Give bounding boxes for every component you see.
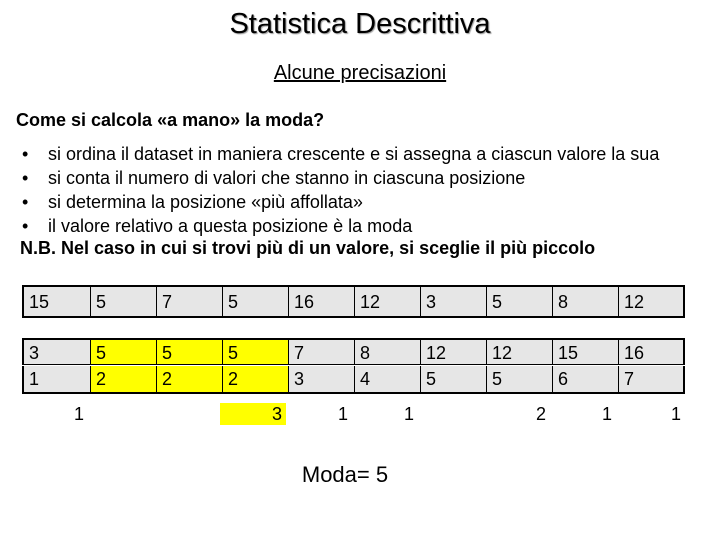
bullet-dot-icon: • [22, 192, 29, 212]
dataset-cell: 7 [156, 287, 222, 316]
mode-result: Moda= 5 [301, 462, 389, 487]
dataset-cell: 12 [354, 287, 420, 316]
position-count: 1 [337, 404, 348, 424]
position-count: 1 [73, 404, 84, 424]
sorted-cell: 12 [420, 340, 486, 364]
sorted-cell-highlighted: 5 [156, 340, 222, 364]
dataset-cell: 5 [222, 287, 288, 316]
dataset-cell: 5 [486, 287, 552, 316]
position-cell: 1 [29, 369, 40, 389]
bullet-text: si conta il numero di valori che stanno in ciascuna posizione [48, 168, 526, 188]
bullet-text: si determina la posizione «più affollata» [48, 192, 363, 212]
position-cell-highlighted: 2 [222, 366, 288, 392]
sorted-cell: 8 [354, 340, 420, 364]
sorted-cell: 12 [486, 340, 552, 364]
bullet-item [20, 166, 720, 190]
slide-subtitle: Alcune precisazioni [273, 62, 447, 84]
bullet-list [20, 142, 720, 238]
position-cell: 7 [618, 366, 685, 392]
position-count: 1 [670, 404, 681, 424]
sorted-cell: 7 [288, 340, 354, 364]
position-cell: 6 [552, 366, 618, 392]
position-cell-highlighted: 2 [156, 366, 222, 392]
sorted-cell: 3 [29, 343, 40, 363]
position-cell: 5 [486, 366, 552, 392]
sorted-row [22, 338, 685, 365]
position-cell: 5 [420, 366, 486, 392]
sorted-cell: 16 [618, 340, 685, 364]
note-text: N.B. Nel caso in cui si trovi più di un valore, si sceglie il più piccolo [20, 238, 596, 258]
slide-title: Statistica Descrittiva [229, 8, 491, 40]
bullet-text: si ordina il dataset in maniera crescente e si assegna a ciascun valore la sua [48, 144, 660, 164]
position-count: 1 [403, 404, 414, 424]
position-count: 2 [535, 404, 546, 424]
dataset-cell: 3 [420, 287, 486, 316]
position-count-row [22, 403, 685, 427]
position-cell-highlighted: 2 [90, 366, 156, 392]
dataset-cell: 16 [288, 287, 354, 316]
position-count-highlighted: 3 [220, 403, 286, 425]
dataset-cell: 12 [618, 287, 685, 316]
bullet-dot-icon: • [22, 216, 29, 236]
sorted-cell-highlighted: 5 [90, 340, 156, 364]
sorted-cell: 15 [552, 340, 618, 364]
bullet-dot-icon: • [22, 144, 29, 164]
position-count: 1 [601, 404, 612, 424]
dataset-cell: 8 [552, 287, 618, 316]
bullet-dot-icon: • [22, 168, 29, 188]
dataset-row [22, 285, 685, 318]
bullet-text: il valore relativo a questa posizione è la moda [48, 216, 413, 236]
position-row [22, 366, 685, 394]
bullet-item [20, 190, 720, 214]
sorted-cell-highlighted: 5 [222, 340, 288, 364]
dataset-cell: 15 [29, 292, 50, 312]
bullet-item [20, 142, 720, 166]
question-heading: Come si calcola «a mano» la moda? [16, 110, 325, 130]
bullet-item [20, 214, 720, 238]
position-cell: 4 [354, 366, 420, 392]
dataset-cell: 5 [90, 287, 156, 316]
position-cell: 3 [288, 366, 354, 392]
